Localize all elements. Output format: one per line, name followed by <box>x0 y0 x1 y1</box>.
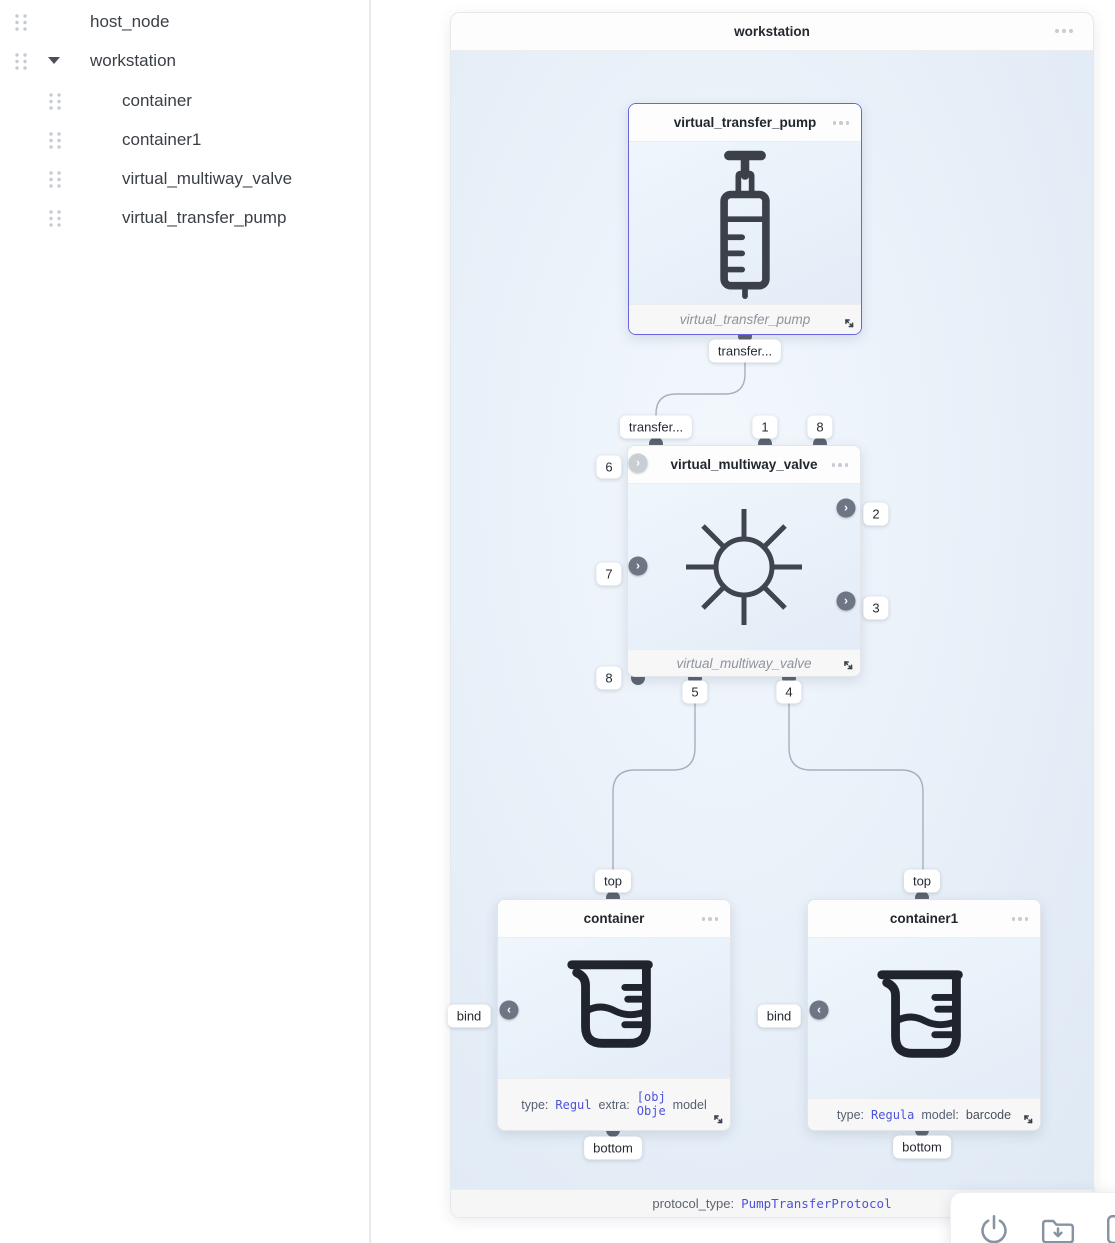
node-header[interactable] <box>628 446 860 484</box>
ellipsis-menu-icon[interactable] <box>1012 917 1029 921</box>
container-port-label-bind[interactable]: bind <box>448 1005 491 1028</box>
node-body <box>808 938 1040 1098</box>
drag-handle-icon[interactable] <box>47 92 63 111</box>
container1-port-label-top[interactable]: top <box>904 870 940 893</box>
ellipsis-menu-icon[interactable] <box>702 917 719 921</box>
drag-handle-icon[interactable] <box>47 131 63 150</box>
node-footer <box>628 649 860 676</box>
valve-port-label-2[interactable]: 2 <box>863 503 888 526</box>
panel-title: workstation <box>734 24 810 39</box>
node-fields <box>498 1091 730 1119</box>
node-title: container <box>583 911 645 926</box>
node-virtual-multiway-valve[interactable] <box>627 445 861 677</box>
sidebar-item-label: virtual_transfer_pump <box>122 208 287 227</box>
protocol-type-label: protocol_type: <box>652 1196 735 1211</box>
valve-port-label-1[interactable]: 1 <box>752 416 777 439</box>
valve-port-6-handle[interactable]: › <box>629 454 648 473</box>
sidebar-item-virtual-multiway-valve[interactable] <box>0 166 370 192</box>
power-icon <box>977 1212 1011 1243</box>
multiway-valve-icon <box>682 505 806 629</box>
field-type-value: Regul <box>555 1097 592 1112</box>
container-bind-handle[interactable]: ‹ <box>500 1001 519 1020</box>
field-type-label: type: <box>836 1107 865 1122</box>
node-instance-name: virtual_transfer_pump <box>679 312 811 327</box>
node-body <box>629 142 861 304</box>
node-fields <box>808 1108 1040 1122</box>
resize-handle-icon[interactable] <box>711 1112 725 1126</box>
sidebar-item-workstation[interactable] <box>0 48 370 74</box>
folder-download-icon <box>1040 1214 1076 1243</box>
node-header[interactable] <box>629 104 861 142</box>
valve-port-label-8-bottom[interactable]: 8 <box>596 667 621 690</box>
node-title: virtual_transfer_pump <box>673 115 817 130</box>
node-virtual-transfer-pump[interactable] <box>628 103 862 335</box>
valve-port-7-handle[interactable]: › <box>629 557 648 576</box>
valve-port-label-7[interactable]: 7 <box>596 563 621 586</box>
valve-port-label-4[interactable]: 4 <box>776 681 801 704</box>
node-header[interactable] <box>808 900 1040 938</box>
sidebar-item-virtual-transfer-pump[interactable] <box>0 205 370 231</box>
field-extra-value: [obj Obje <box>636 1089 666 1118</box>
sidebar-item-host-node[interactable] <box>0 9 370 35</box>
floating-toolbar <box>950 1192 1115 1243</box>
resize-handle-icon[interactable] <box>842 316 856 330</box>
container1-port-label-bottom[interactable]: bottom <box>893 1136 951 1159</box>
syringe-icon <box>715 147 775 299</box>
container-port-label-top[interactable]: top <box>595 870 631 893</box>
container-port-label-bottom[interactable]: bottom <box>584 1137 642 1160</box>
node-title: container1 <box>889 911 959 926</box>
container1-bind-handle[interactable]: ‹ <box>810 1001 829 1020</box>
valve-port-label-transfer[interactable]: transfer... <box>620 416 692 439</box>
valve-port-3-handle[interactable]: › <box>837 592 856 611</box>
resize-handle-icon[interactable] <box>1021 1112 1035 1126</box>
beaker-icon <box>560 954 668 1062</box>
node-body <box>628 484 860 649</box>
sidebar-item-container[interactable] <box>0 88 370 114</box>
node-footer <box>629 304 861 334</box>
sidebar-item-label: host_node <box>90 12 170 31</box>
field-model-value: barcode <box>965 1107 1012 1122</box>
load-folder-button[interactable] <box>1040 1212 1076 1243</box>
valve-port-label-6[interactable]: 6 <box>596 456 621 479</box>
clipboard-icon <box>1104 1212 1115 1243</box>
node-header[interactable] <box>498 900 730 938</box>
field-model-label: model <box>672 1097 707 1112</box>
ellipsis-menu-icon[interactable] <box>833 121 850 125</box>
workstation-panel-header[interactable] <box>451 13 1093 51</box>
ellipsis-menu-icon[interactable] <box>1055 29 1073 33</box>
node-container1[interactable] <box>807 899 1041 1131</box>
valve-port-label-3[interactable]: 3 <box>863 597 888 620</box>
resize-handle-icon[interactable] <box>841 658 855 672</box>
sidebar-item-label: virtual_multiway_valve <box>122 169 293 188</box>
container1-port-label-bind[interactable]: bind <box>758 1005 801 1028</box>
valve-port-label-8-top[interactable]: 8 <box>807 416 832 439</box>
node-footer <box>808 1098 1040 1130</box>
valve-port-2-handle[interactable]: › <box>837 499 856 518</box>
ellipsis-menu-icon[interactable] <box>832 463 849 467</box>
node-footer <box>498 1078 730 1130</box>
node-container[interactable] <box>497 899 731 1131</box>
sidebar-item-label: container1 <box>122 130 202 149</box>
sidebar-divider <box>369 0 371 1243</box>
power-button[interactable] <box>976 1211 1012 1243</box>
drag-handle-icon[interactable] <box>13 13 29 32</box>
caret-down-icon[interactable] <box>48 57 60 64</box>
node-title: virtual_multiway_valve <box>670 457 818 472</box>
sidebar-item-label: workstation <box>90 51 176 70</box>
drag-handle-icon[interactable] <box>47 170 63 189</box>
protocol-type-value: PumpTransferProtocol <box>741 1196 892 1211</box>
sidebar-item-label: container <box>122 91 192 110</box>
field-extra-label: extra: <box>598 1097 630 1112</box>
beaker-icon <box>870 964 978 1072</box>
sidebar-item-container1[interactable] <box>0 127 370 153</box>
node-body <box>498 938 730 1078</box>
drag-handle-icon[interactable] <box>13 52 29 71</box>
valve-port-label-5[interactable]: 5 <box>682 681 707 704</box>
drag-handle-icon[interactable] <box>47 209 63 228</box>
port-label-transfer[interactable]: transfer... <box>709 340 781 363</box>
field-type-label: type: <box>521 1097 549 1112</box>
clipboard-button[interactable] <box>1103 1211 1115 1243</box>
field-model-label: model: <box>921 1107 959 1122</box>
sidebar-tree <box>0 0 370 1243</box>
field-type-value: Regula <box>871 1107 915 1122</box>
node-instance-name: virtual_multiway_valve <box>676 655 812 671</box>
